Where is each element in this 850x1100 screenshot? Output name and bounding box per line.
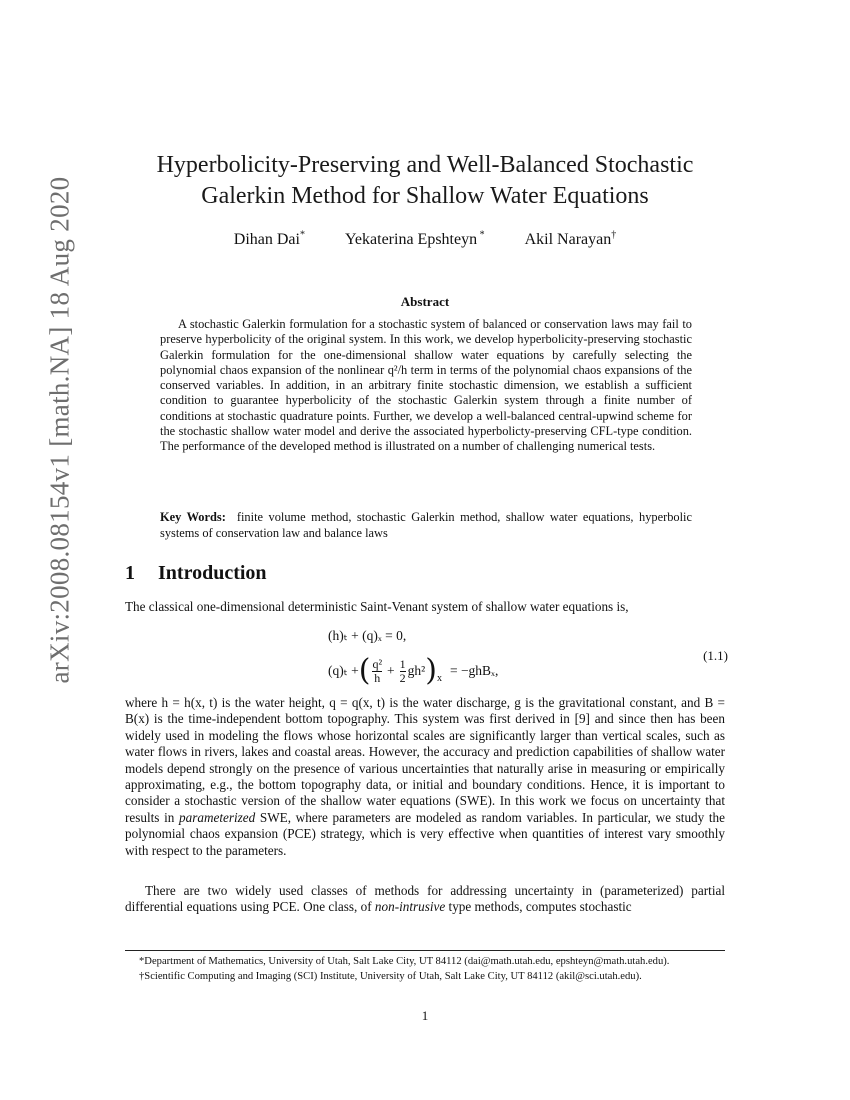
keywords [160,510,692,541]
intro-paragraph-3: There are two widely used classes of methods for addressing uncertainty in (parameterized) partial differential equations using PCE. One class, of non-intrusive type methods, computes stochastic [125,883,725,915]
page-number: 1 [421,1008,429,1023]
equation-line-1: (h)ₜ + (q)ₓ = 0, [328,628,407,643]
footnote-1: *Department of Mathematics, University of Utah, Salt Lake City, UT 84112 (dai@math.utah.edu, epshteyn@math.utah.edu). [139,956,670,967]
section-title: Introduction [158,562,267,584]
abstract-text: A stochastic Galerkin formulation for a stochastic system of balanced or conservation laws may fail to preserve hyperbolicity of the original system. In this work, we develop hyperbolicity-preserving stochastic Galerkin formulation for the one-dimensional shallow water equations by carefully selecting the polynomial chaos expansion of the nonlinear q²/h term in terms of the polynomial chaos expansions of the conserved variables. In addition, in an arbitrary finite stochastic dimension, we establish a sufficient condition to guarantee hyperbolicity of the stochastic Galerkin system through a finite number of conditions at stochastic quadrature points. Further, we develop a well-balanced central-upwind scheme for the stochastic shallow water model and derive the associated hyperbolicty-preserving CFL-type condition. The performance of the developed method is illustrated on a number of challenging numerical tests. [160,317,692,454]
footnotes [125,950,725,985]
equation-line-2: (q)ₜ + ( $\frac{\text{q²}}{h}$ + $\frac{1}{2}$ gh² ) $_x$ = −ghBₓ, [328,653,499,688]
title-line-1: Hyperbolicity-Preserving and Well-Balanced Stochastic [156,152,694,178]
title-line-2: Galerkin Method for Shallow Water Equations [201,183,649,209]
intro-paragraph-1: The classical one-dimensional deterministic Saint-Venant system of shallow water equations is, [125,599,629,614]
section-heading [125,562,267,585]
author-list [125,230,725,249]
keywords-label: Key Words: [160,510,226,524]
abstract-heading: Abstract [400,294,450,309]
equation-number: (1.1) [703,648,728,663]
intro-paragraph-2: where h = h(x, t) is the water height, q = q(x, t) is the water discharge, g is the gravitational constant, and B = B(x) is the time-independent bottom topography. This system was first derived in [9] and since then has been widely used in modeling the flows whose horizontal scales are significantly larger than vertical scales, such as water flows in rivers, lakes and coastal areas. However, the accuracy and prediction capabilities of shallow water models depend strongly on the presence of various uncertainties that naturally arise in measuring or empirically approximating, e.g., the bottom topography data, or initial and boundary conditions. Hence, it is important to consider a stochastic version of the shallow water equations (SWE). In this work we focus on uncertainty that results in parameterized SWE, where parameters are modeled as random variables. In particular, we study the polynomial chaos expansion (PCE) strategy, which is very effective when quantities of interest vary smoothly with respect to the parameters. [125,695,726,858]
fraction-q2-h: $\frac{\text{q²}}{h}$ [372,656,383,685]
keywords-text: finite volume method, stochastic Galerkin method, shallow water equations, hyperbolic systems of conservation law and balance laws [160,510,692,540]
author: Dihan Dai* [233,230,305,249]
equation-1-1 [328,626,728,692]
author: Akil Narayan† [524,230,617,249]
footnote-2: †Scientific Computing and Imaging (SCI) Institute, University of Utah, Salt Lake City, UT 84112 (akil@sci.utah.edu). [139,971,642,982]
paper-title [125,150,725,212]
section-number: 1 [125,562,135,584]
fraction-one-half: $\frac{1}{2}$ [399,656,406,685]
author: Yekaterina Epshteyn * [344,230,485,249]
arxiv-stamp-text: arXiv:2008.08154v1 [math.NA] 18 Aug 2020 [44,176,75,684]
